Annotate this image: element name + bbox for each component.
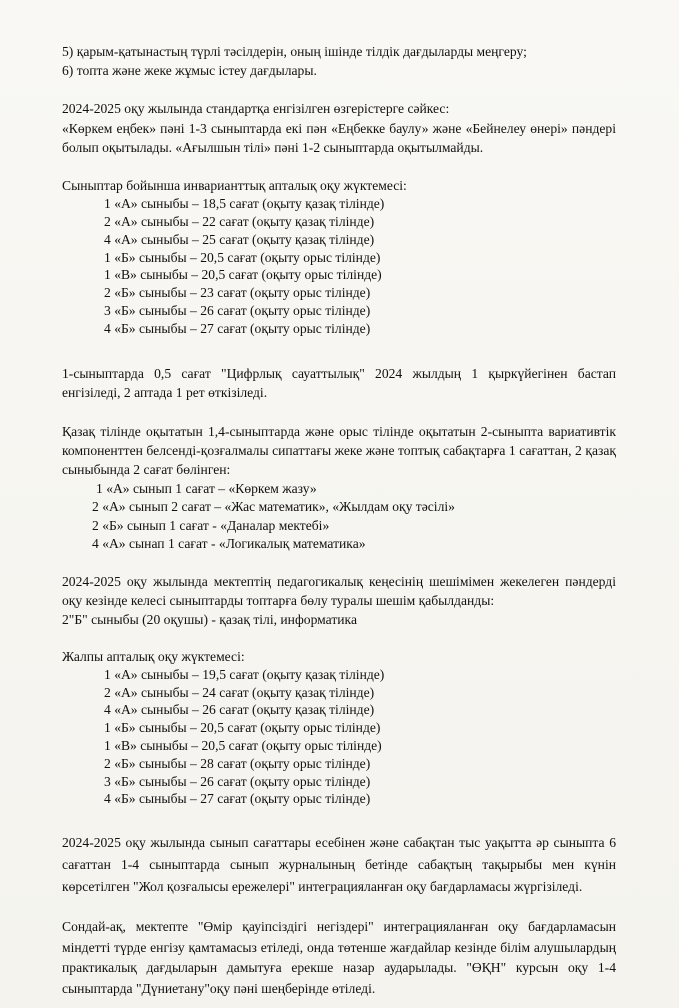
council-group-line: 2"Б" сыныбы (20 оқушы) - қазақ тілі, информатика [62, 612, 357, 628]
document-body [62, 42, 616, 999]
list-item: 4 «А» сынап 1 сағат - «Логикалық математика» [92, 536, 366, 552]
list-item: 1 «В» сыныбы – 20,5 сағат (оқыту орыс тілінде) [104, 267, 382, 283]
list-item: 2 «Б» сыныбы – 28 сағат (оқыту орыс тілінде) [104, 755, 371, 771]
list-item: 1 «Б» сыныбы – 20,5 сағат (оқыту орыс тілінде) [104, 249, 381, 265]
total-load-list [62, 666, 616, 808]
list-item: 1 «Б» сыныбы – 20,5 сағат (оқыту орыс тілінде) [104, 720, 381, 736]
list-item: 2 «А» сынып 2 сағат – «Жас математик», «Жылдам оқу тәсілі» [92, 499, 455, 515]
list-item: 2 «А» сыныбы – 24 сағат (оқыту қазақ тілінде) [104, 684, 375, 700]
list-item: 2 «А» сыныбы – 22 сағат (оқыту қазақ тілінде) [104, 214, 375, 230]
invariant-heading: Сыныптар бойынша инварианттық апталық оқу жүктемесі: [62, 178, 407, 194]
list-item: 1 «В» сыныбы – 20,5 сағат (оқыту орыс тілінде) [104, 737, 382, 753]
life-safety-paragraph: Сондай-ақ, мектепте "Өмір қауіпсіздігі негіздері" интеграцияланған оқу бағдарламасын міндетті түрде енгізу қамтамасыз етіледі, онда төтенше жағдайлар кезінде білім алушылардың практикалық дағдыларын дамытуға ерекше назар аударылады. "ӨҚН" курсын оқу 1-4 сыныптарда "Дүниетану"оқу пәні шеңберінде өтіледі. [62, 919, 616, 996]
list-item: 1 «А» сынып 1 сағат – «Көркем жазу» [96, 480, 317, 496]
list-item: 3 «Б» сыныбы – 26 сағат (оқыту орыс тілінде) [104, 773, 371, 789]
changes-paragraph: «Көркем еңбек» пәні 1-3 сыныптарда екі пән «Еңбекке баулу» және «Бейнелеу өнері» пәндері болып оқытылады. «Ағылшын тілі» пәні 1-2 сыныптарда оқытылмайды. [62, 120, 616, 155]
list-item: 4 «А» сыныбы – 25 сағат (оқыту қазақ тілінде) [104, 231, 375, 247]
changes-heading: 2024-2025 оқу жылында стандартқа енгізілген өзгерістерге сәйкес: [62, 101, 450, 117]
list-item: 2 «Б» сынып 1 сағат - «Даналар мектебі» [92, 517, 330, 533]
traffic-rules-paragraph: 2024-2025 оқу жылында сынып сағаттары есебінен және сабақтан тыс уақытта әр сыныпта 6 сағаттан 1-4 сыныптарда сынып журналының бетінде сабақтың тақырыбы мен күнін көрсетілген "Жол қозғалысы ережелері" интеграцияланған оқу бағдарламасы жүргізіледі. [62, 835, 616, 895]
council-paragraph: 2024-2025 оқу жылында мектептің педагогикалық кеңесінің шешімімен жекелеген пәндерді оқу кезінде келесі сыныптарды топтарға бөлу туралы шешім қабылданды: [62, 573, 616, 609]
list-item: 2 «Б» сыныбы – 23 сағат (оқыту орыс тілінде) [104, 285, 371, 301]
list-item: 4 «А» сыныбы – 26 сағат (оқыту қазақ тілінде) [104, 702, 375, 718]
variative-list [62, 480, 616, 554]
digital-literacy-paragraph: 1-сыныптарда 0,5 сағат "Цифрлық сауаттылық" 2024 жылдың 1 қыркүйегінен бастап енгізіледі, 2 аптада 1 рет өткізіледі. [62, 365, 616, 400]
list-item: 3 «Б» сыныбы – 26 сағат (оқыту орыс тілінде) [104, 303, 371, 318]
invariant-load-list [62, 195, 616, 337]
list-item: 1 «А» сыныбы – 18,5 сағат (оқыту қазақ тілінде) [104, 196, 385, 212]
list-item: 4 «Б» сыныбы – 27 сағат (оқыту орыс тілінде) [104, 320, 371, 336]
list-item: 1 «А» сыныбы – 19,5 сағат (оқыту қазақ тілінде) [104, 666, 385, 682]
variative-paragraph: Қазақ тілінде оқытатын 1,4-сыныптарда және орыс тілінде оқытатын 2-сыныпта вариативтік компоненттен белсенді-қозғалмалы сипаттағы жеке және топтық сабақтарға 1 сағаттан, 2 қазақ сыныбында 2 сағат бөлінген: [62, 424, 616, 478]
total-load-heading: Жалпы апталық оқу жүктемесі: [62, 648, 245, 664]
goal-item-5: 5) қарым-қатынастың түрлі тәсілдерін, оның ішінде тілдік дағдыларды меңгеру; [62, 44, 527, 59]
goal-item-6: 6) топта және жеке жұмыс істеу дағдылары. [62, 63, 317, 79]
list-item: 4 «Б» сыныбы – 27 сағат (оқыту орыс тілінде) [104, 791, 371, 807]
